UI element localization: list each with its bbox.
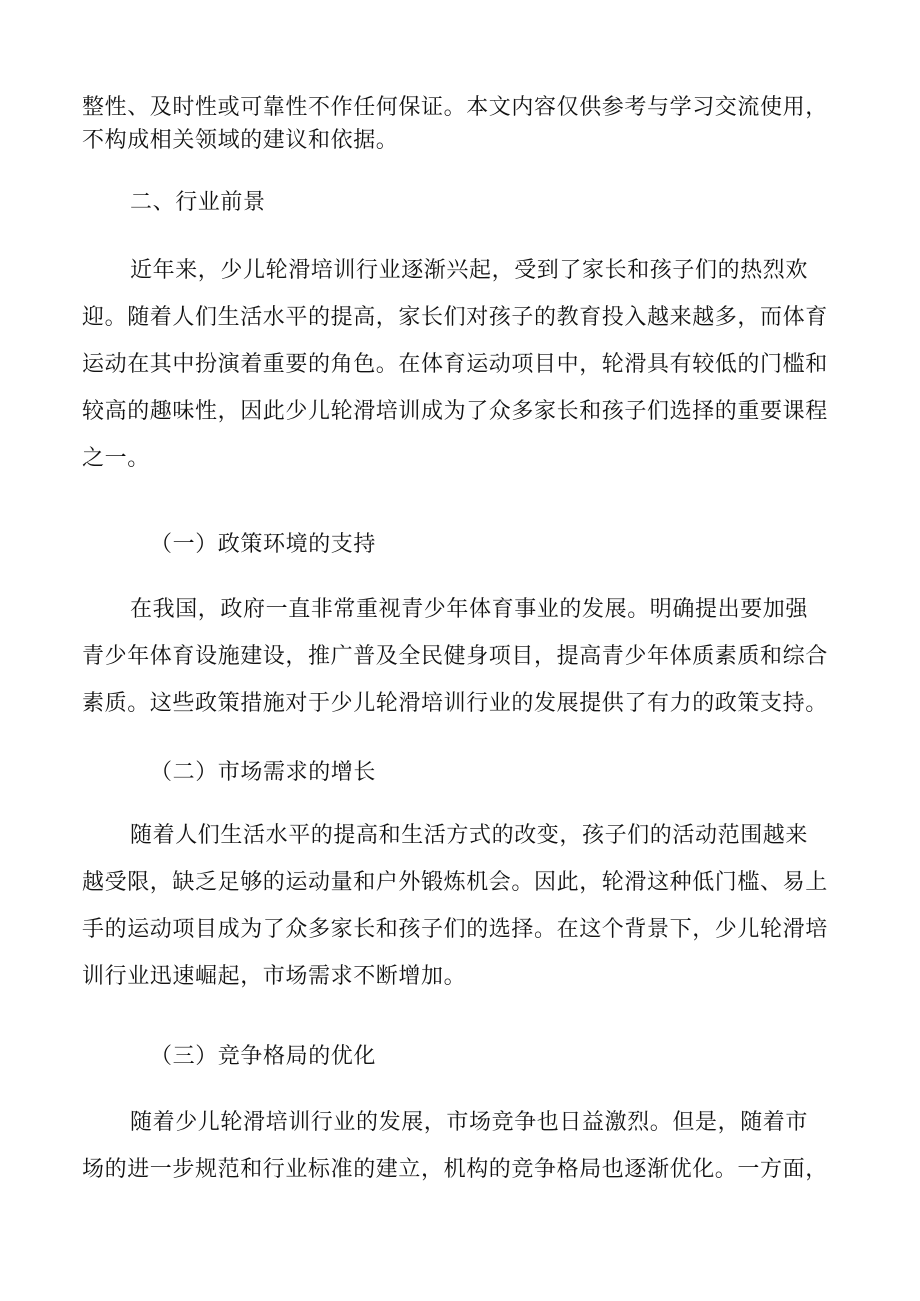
text-line: 场的进一步规范和行业标准的建立，机构的竞争格局也逐渐优化。一方面， (82, 1157, 828, 1182)
subsection-paragraph (82, 586, 850, 727)
text-line: 较高的趣味性，因此少儿轮滑培训成为了众多家长和孩子们选择的重要课程 (82, 399, 828, 424)
text-line: 不构成相关领域的建议和依据。 (82, 128, 399, 153)
subsection-paragraph (82, 1099, 850, 1193)
intro-paragraph (82, 91, 850, 157)
subsection-heading: （二）市场需求的增长 (150, 760, 377, 785)
text-line: 越受限，缺乏足够的运动量和户外锻炼机会。因此，轮滑这种低门槛、易上 (82, 870, 828, 895)
text-line: 随着人们生活水平的提高和生活方式的改变，孩子们的活动范围越来 (130, 823, 809, 848)
text-line: 在我国，政府一直非常重视青少年体育事业的发展。明确提出要加强 (130, 597, 809, 622)
subsection-heading: （一）政策环境的支持 (150, 532, 377, 557)
subsection-heading: （三）竞争格局的优化 (150, 1044, 377, 1069)
text-line: 手的运动项目成为了众多家长和孩子们的选择。在这个背景下，少儿轮滑培 (82, 917, 828, 942)
text-line: 随着少儿轮滑培训行业的发展，市场竞争也日益激烈。但是，随着市 (130, 1110, 809, 1135)
subsection-paragraph (82, 812, 850, 1000)
section-paragraph (82, 247, 850, 482)
text-line: 近年来，少儿轮滑培训行业逐渐兴起，受到了家长和孩子们的热烈欢 (130, 258, 809, 283)
section-heading: 二、行业前景 (130, 190, 266, 215)
text-line: 整性、及时性或可靠性不作任何保证。本文内容仅供参考与学习交流使用， (82, 95, 828, 120)
text-line: 训行业迅速崛起，市场需求不断增加。 (82, 964, 467, 989)
text-line: 之一。 (82, 446, 150, 471)
text-line: 运动在其中扮演着重要的角色。在体育运动项目中，轮滑具有较低的门槛和 (82, 352, 828, 377)
text-line: 青少年体育设施建设，推广普及全民健身项目，提高青少年体质素质和综合 (82, 644, 828, 669)
text-line: 素质。这些政策措施对于少儿轮滑培训行业的发展提供了有力的政策支持。 (82, 691, 828, 716)
text-line: 迎。随着人们生活水平的提高，家长们对孩子的教育投入越来越多，而体育 (82, 305, 828, 330)
